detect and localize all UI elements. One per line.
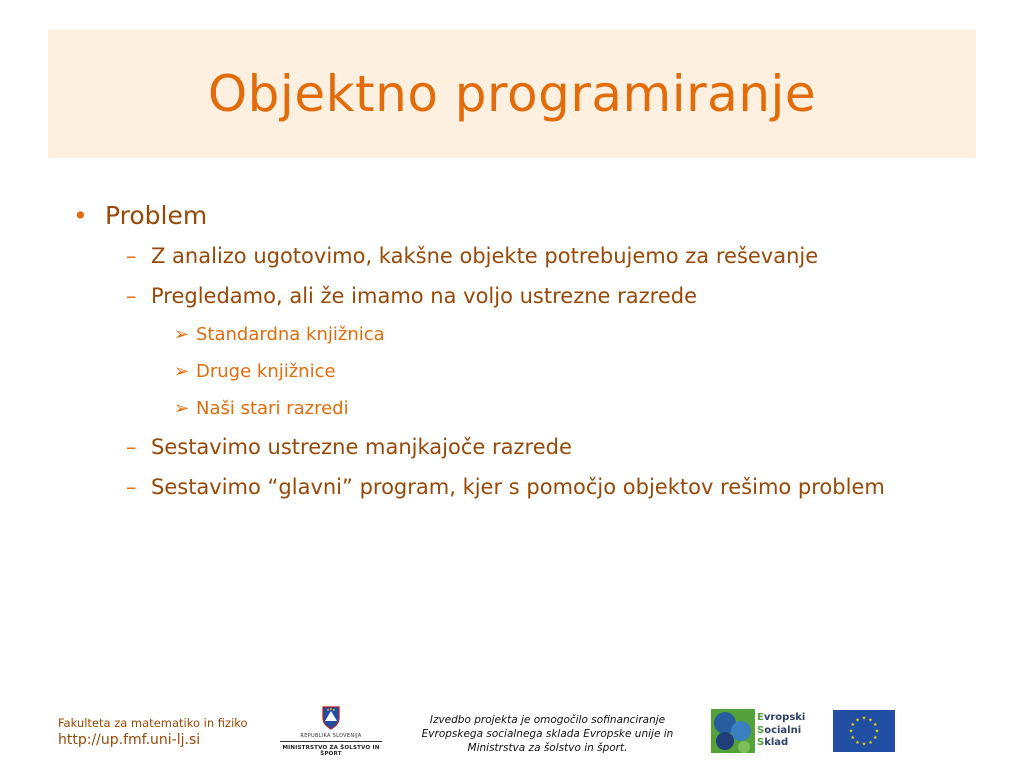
- subsub-item-text: Druge knjižnice: [196, 361, 336, 382]
- eu-star-icon: ★: [874, 728, 880, 735]
- eu-star-icon: ★: [868, 739, 873, 746]
- slide-title: Objektno programiranje: [207, 65, 817, 123]
- eu-star-icon: ★: [873, 735, 878, 742]
- eu-star-icon: ★: [850, 735, 855, 742]
- subsub-item-text: Standardna knjižnica: [196, 324, 385, 345]
- bullet-icon: •: [73, 201, 88, 230]
- eu-flag-icon: [833, 710, 895, 752]
- logo-divider: [280, 741, 382, 742]
- esf-logo: [711, 708, 811, 754]
- dash-icon: –: [126, 284, 137, 308]
- eu-star-icon: ★: [848, 728, 854, 735]
- subsub-item-text: Naši stari razredi: [196, 398, 349, 419]
- footer-faculty: [58, 716, 248, 748]
- arrow-bullet-icon: ➢: [174, 324, 190, 345]
- arrow-bullet-icon: ➢: [174, 361, 190, 382]
- faculty-url[interactable]: http://up.fmf.uni-lj.si: [58, 732, 201, 748]
- arrow-bullet-icon: ➢: [174, 398, 190, 419]
- subsub-item-3: [70, 390, 980, 427]
- eu-star-icon: ★: [868, 717, 873, 724]
- esf-logo-text: Evropski Socialni Sklad: [757, 712, 806, 748]
- sub-item-text: Sestavimo ustrezne manjkajoče razrede: [151, 435, 572, 459]
- slide-content: [70, 196, 980, 507]
- bullet-text: Problem: [105, 201, 208, 230]
- sub-item-2: [70, 276, 980, 316]
- eu-star-icon: ★: [861, 715, 867, 722]
- ministry-label: MINISTRSTVO ZA ŠOLSTVO IN ŠPORT: [282, 745, 380, 757]
- subsub-item-2: [70, 353, 980, 390]
- republic-label: REPUBLIKA SLOVENIJA: [300, 733, 362, 739]
- title-band: [48, 30, 976, 158]
- subsub-item-1: [70, 316, 980, 353]
- esf-logo-icon: [711, 709, 755, 753]
- faculty-name: Fakulteta za matematiko in fiziko: [58, 716, 248, 730]
- ministry-logo: [278, 706, 384, 757]
- dash-icon: –: [126, 435, 137, 459]
- eu-star-icon: ★: [861, 741, 867, 748]
- dash-icon: –: [126, 244, 137, 268]
- sub-item-1: [70, 236, 980, 276]
- slovenia-crest-icon: [322, 706, 340, 730]
- eu-star-icon: ★: [873, 722, 878, 729]
- eu-star-icon: ★: [850, 722, 855, 729]
- eu-star-icon: ★: [855, 717, 860, 724]
- sub-item-4: [70, 467, 980, 507]
- bullet-item-1: [70, 196, 980, 236]
- sub-item-text: Z analizo ugotovimo, kakšne objekte potrebujemo za reševanje: [151, 244, 819, 268]
- eu-star-icon: ★: [855, 739, 860, 746]
- funding-note: Izvedbo projekta je omogočilo sofinanciranje Evropskega socialnega sklada Evropske unije in Ministrstva za šolstvo in šport.: [421, 714, 674, 754]
- dash-icon: –: [126, 475, 137, 499]
- sub-item-3: [70, 427, 980, 467]
- sub-item-text: Sestavimo “glavni” program, kjer s pomočjo objektov rešimo problem: [151, 475, 885, 499]
- sub-item-text: Pregledamo, ali že imamo na voljo ustrezne razrede: [151, 284, 697, 308]
